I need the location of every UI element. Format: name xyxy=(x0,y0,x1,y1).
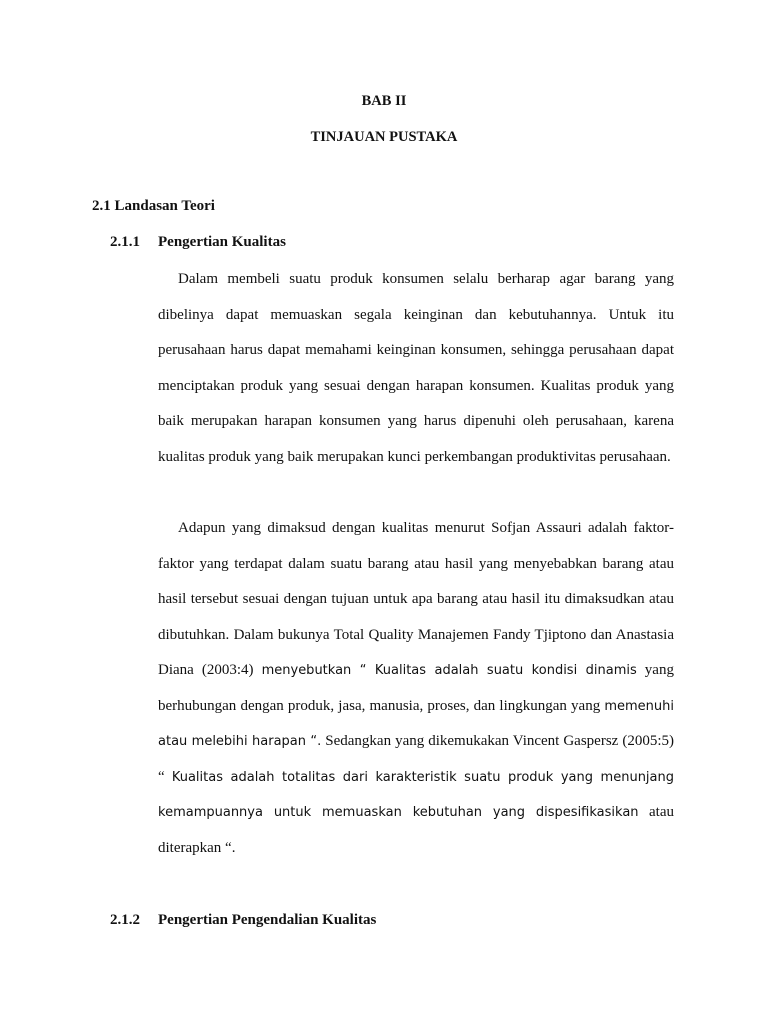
subsection-heading-2 xyxy=(110,912,376,929)
paragraph-2 xyxy=(158,511,674,866)
paragraph-1: Dalam membeli suatu produk konsumen selalu berharap agar barang yang dibelinya dapat memuaskan segala keinginan dan kebutuhannya. Untuk itu perusahaan harus dapat memahami keinginan konsumen, sehingga perusahaan dapat menciptakan produk yang sesuai dengan harapan konsumen. Kualitas produk yang baik merupakan harapan konsumen yang harus dipenuhi oleh perusahaan, karena kualitas produk yang baik merupakan kunci perkembangan produktivitas perusahaan. xyxy=(158,271,674,465)
chapter-title: TINJAUAN PUSTAKA xyxy=(310,129,458,145)
subsection-title: Pengertian Pengendalian Kualitas xyxy=(158,912,377,928)
subsection-title: Pengertian Kualitas xyxy=(158,234,286,250)
section-heading: 2.1 Landasan Teori xyxy=(92,198,215,214)
chapter-label: BAB II xyxy=(361,93,407,109)
subsection-heading-1 xyxy=(110,234,286,251)
paragraph-2-text-1: Adapun yang dimaksud dengan kualitas menurut Sofjan Assauri adalah faktor-faktor yang terdapat dalam suatu barang atau hasil yang menyebabkan barang atau hasil tersebut sesuai dengan tujuan untuk apa barang atau hasil itu dimaksudkan atau dibutuhkan. Dalam bukunya Total Quality Manajemen Fandy Tjiptono dan Anastasia Diana (2003:4) xyxy=(158,520,674,678)
paragraph-block-2 xyxy=(158,511,674,866)
paragraph-2-text-4: atau diterapkan “. xyxy=(158,804,674,856)
subsection-number: 2.1.2 xyxy=(110,912,140,928)
paragraph-2-quote-3: Kualitas adalah totalitas dari karakteristik suatu produk yang menunjang kemampuannya untuk memuaskan kebutuhan yang dispesifikasikan xyxy=(158,769,674,820)
paragraph-2-text-2: yang berhubungan dengan produk, jasa, manusia, proses, dan lingkungan yang xyxy=(158,662,674,714)
paragraph-block-1 xyxy=(158,262,674,475)
paragraph-2-text-3: Sedangkan yang dikemukakan Vincent Gaspersz (2005:5) “ xyxy=(158,733,674,785)
subsection-number: 2.1.1 xyxy=(110,234,140,250)
paragraph-2-quote-1: menyebutkan “ Kualitas adalah suatu kondisi dinamis xyxy=(261,663,637,678)
paragraph-2-quote-2: memenuhi atau melebihi harapan “. xyxy=(158,698,674,749)
